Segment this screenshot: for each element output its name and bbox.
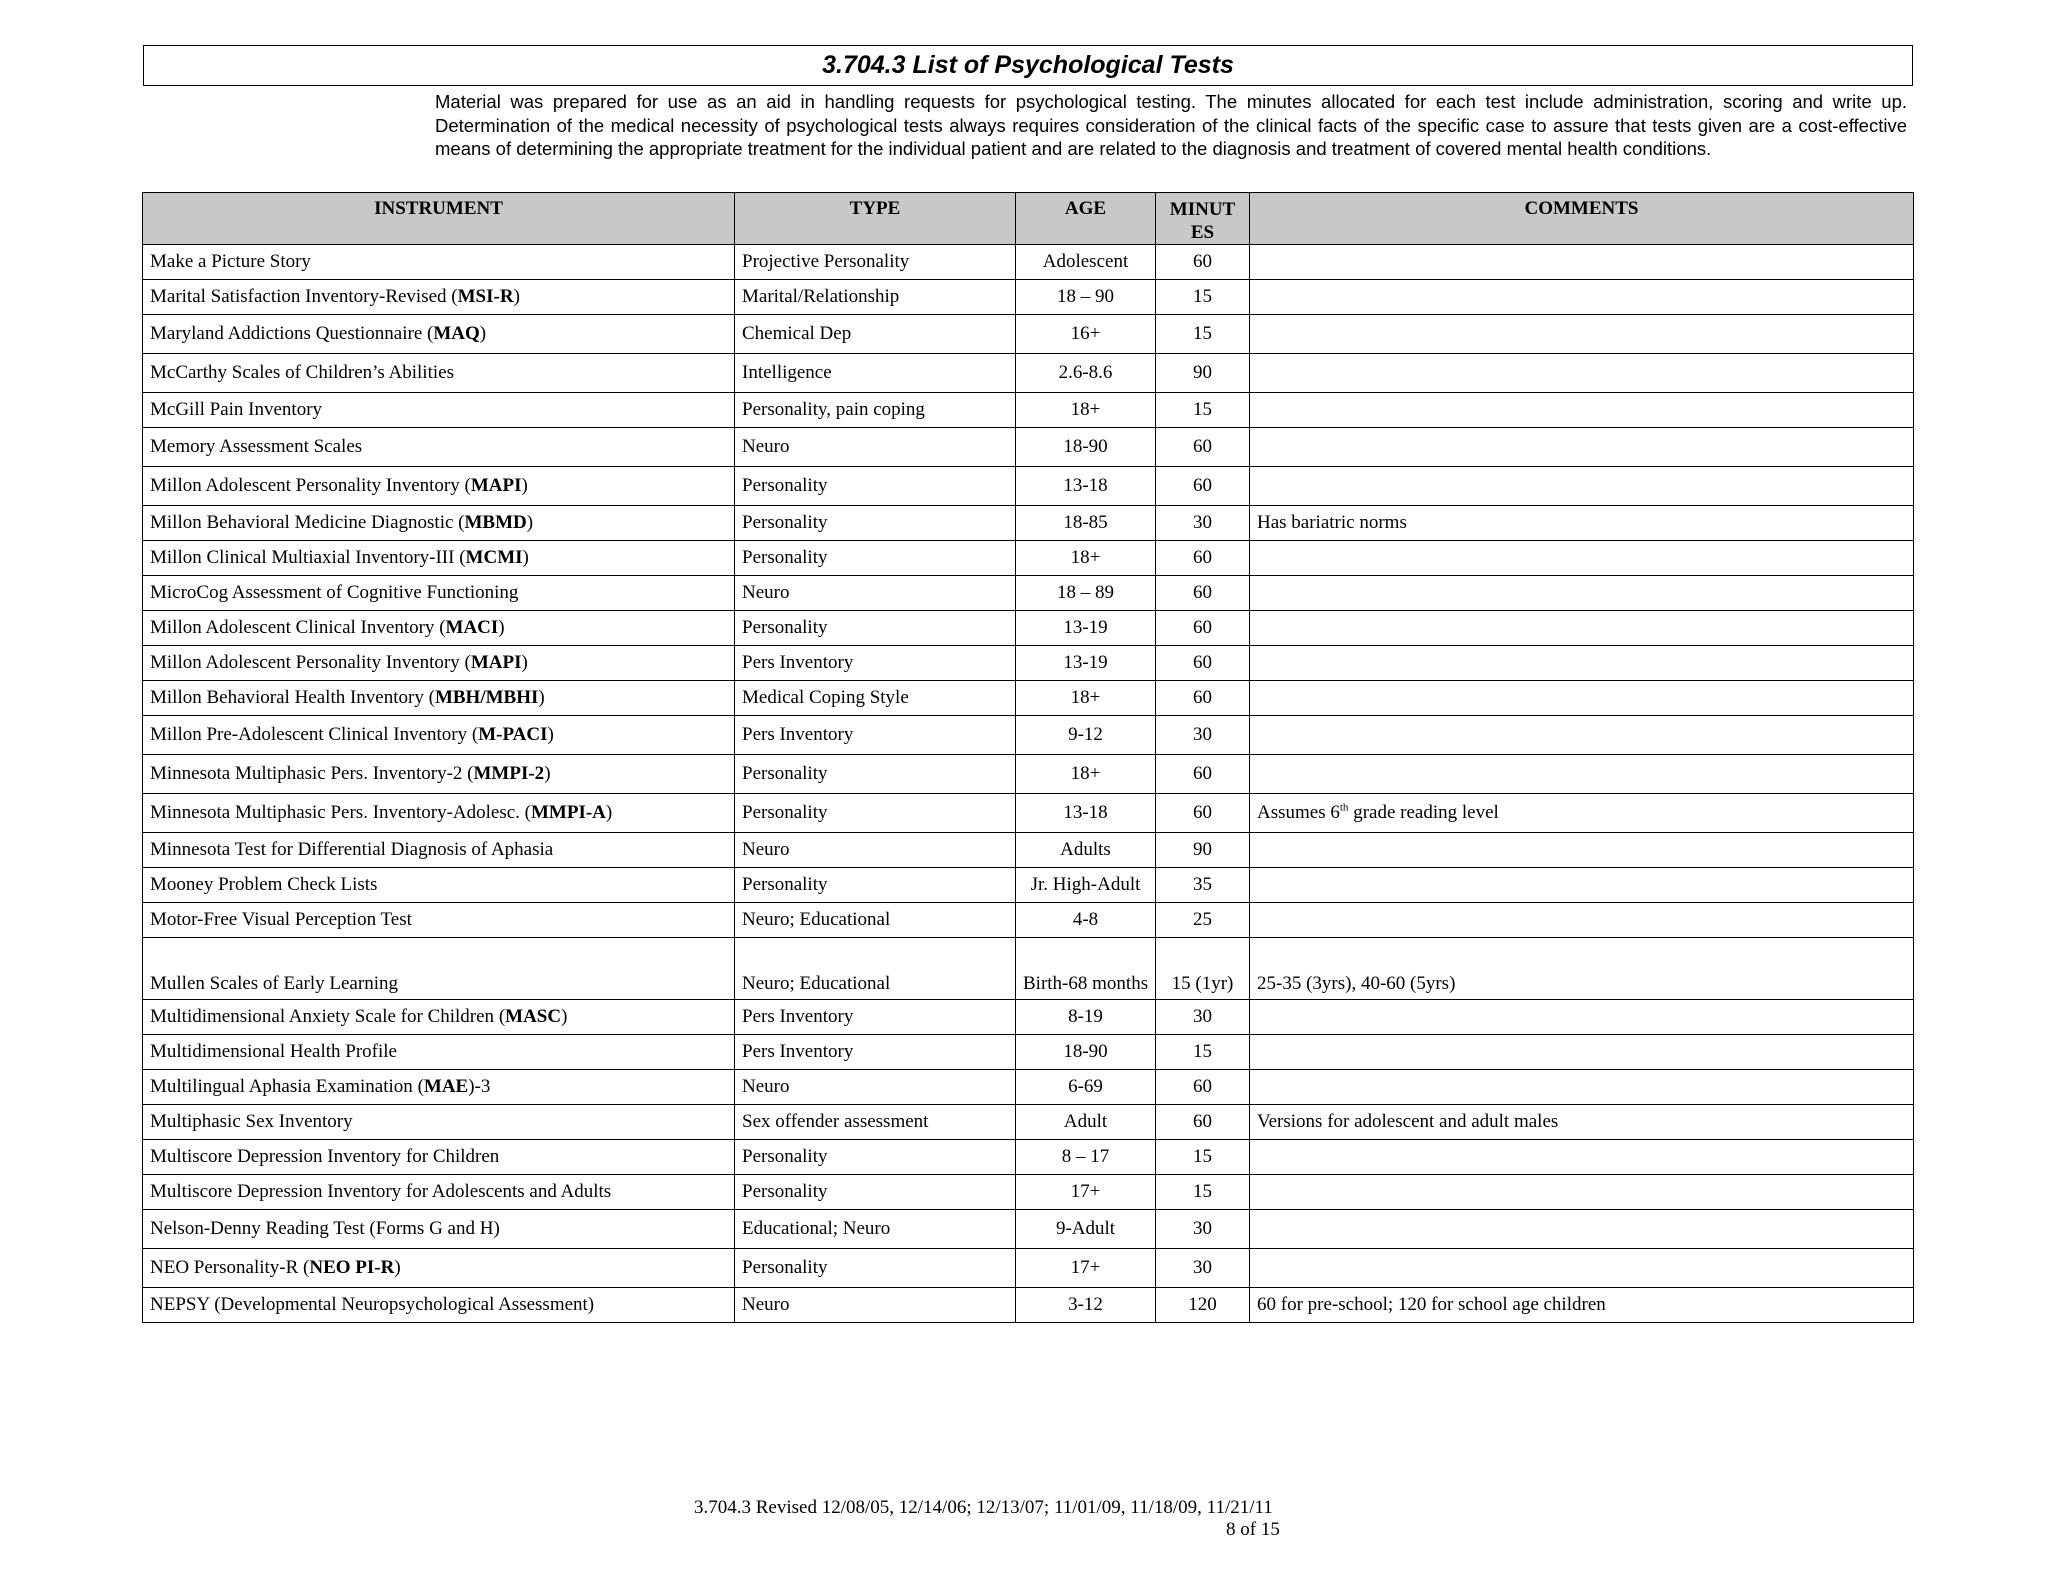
- cell-minutes: 60: [1156, 1105, 1250, 1140]
- cell-type: Sex offender assessment: [735, 1105, 1016, 1140]
- cell-instrument: [143, 868, 735, 903]
- cell-type: Personality: [735, 794, 1016, 833]
- page-number: 8 of 15: [1226, 1519, 1280, 1540]
- cell-age: 18 – 89: [1016, 576, 1156, 611]
- cell-comments: [1250, 1140, 1914, 1175]
- cell-age: 18+: [1016, 755, 1156, 794]
- cell-age: 18+: [1016, 393, 1156, 428]
- table-row: [143, 393, 1914, 428]
- instrument-name: Minnesota Multiphasic Pers. Inventory-2: [150, 763, 463, 784]
- cell-comments: [1250, 280, 1914, 315]
- instrument-name: Minnesota Test for Differential Diagnosis of Aphasia: [150, 839, 554, 860]
- instrument-name: Millon Behavioral Health Inventory: [150, 687, 424, 708]
- page-title-text: 3.704.3 List of Psychological Tests: [822, 51, 1234, 79]
- cell-age: 13-18: [1016, 467, 1156, 506]
- instrument-abbreviation: MBMD: [464, 512, 527, 533]
- cell-comments: 25-35 (3yrs), 40-60 (5yrs): [1250, 938, 1914, 1000]
- cell-type: Personality: [735, 506, 1016, 541]
- cell-comments: Has bariatric norms: [1250, 506, 1914, 541]
- table-row: [143, 1000, 1914, 1035]
- cell-instrument: Maryland Addictions Questionnaire (MAQ): [143, 315, 735, 354]
- cell-type: Personality: [735, 1175, 1016, 1210]
- cell-minutes: 60: [1156, 245, 1250, 280]
- header-comments: COMMENTS: [1250, 193, 1914, 245]
- table-header-row: [143, 193, 1914, 245]
- instrument-name: Multidimensional Anxiety Scale for Children: [150, 1006, 495, 1027]
- cell-comments: [1250, 245, 1914, 280]
- instrument-name: Millon Clinical Multiaxial Inventory-III: [150, 547, 455, 568]
- table-row: [143, 467, 1914, 506]
- cell-minutes: 30: [1156, 506, 1250, 541]
- cell-comments: [1250, 681, 1914, 716]
- cell-instrument: Millon Behavioral Medicine Diagnostic (MBMD): [143, 506, 735, 541]
- cell-age: 13-18: [1016, 794, 1156, 833]
- cell-age: 9-12: [1016, 716, 1156, 755]
- instrument-name: Multidimensional Health Profile: [150, 1041, 397, 1062]
- cell-comments: [1250, 1000, 1914, 1035]
- instrument-abbreviation: MAPI: [470, 652, 522, 673]
- cell-instrument: [143, 245, 735, 280]
- cell-type: Neuro: [735, 1070, 1016, 1105]
- cell-comments: [1250, 755, 1914, 794]
- cell-instrument: Minnesota Multiphasic Pers. Inventory-Adolesc. (MMPI-A): [143, 794, 735, 833]
- cell-type: Neuro: [735, 576, 1016, 611]
- instrument-name: Multiscore Depression Inventory for Children: [150, 1146, 500, 1167]
- table-row: [143, 1249, 1914, 1288]
- instrument-name: NEPSY (Developmental Neuropsychological Assessment): [150, 1294, 595, 1315]
- cell-minutes: 15: [1156, 393, 1250, 428]
- instrument-abbreviation: MSI-R: [457, 286, 514, 307]
- instrument-name: Mooney Problem Check Lists: [150, 874, 378, 895]
- cell-type: Neuro: [735, 1288, 1016, 1323]
- cell-type: Personality, pain coping: [735, 393, 1016, 428]
- instrument-abbreviation: M-PACI: [478, 724, 548, 745]
- cell-type: Personality: [735, 868, 1016, 903]
- table-row: [143, 755, 1914, 794]
- cell-minutes: 60: [1156, 681, 1250, 716]
- cell-minutes: 60: [1156, 1070, 1250, 1105]
- instrument-name: Millon Adolescent Personality Inventory: [150, 652, 460, 673]
- instrument-name: MicroCog Assessment of Cognitive Functioning: [150, 582, 519, 603]
- cell-age: 18-90: [1016, 428, 1156, 467]
- cell-instrument: [143, 1140, 735, 1175]
- header-instrument: INSTRUMENT: [143, 193, 735, 245]
- table-row: [143, 794, 1914, 833]
- cell-instrument: Millon Behavioral Health Inventory (MBH/MBHI): [143, 681, 735, 716]
- instrument-abbreviation: MASC: [505, 1006, 562, 1027]
- cell-comments: [1250, 1070, 1914, 1105]
- table-row: [143, 576, 1914, 611]
- cell-age: 18+: [1016, 541, 1156, 576]
- cell-type: Medical Coping Style: [735, 681, 1016, 716]
- page-title: [143, 45, 1913, 86]
- instrument-name: Millon Adolescent Clinical Inventory: [150, 617, 435, 638]
- table-row: [143, 541, 1914, 576]
- cell-minutes: 90: [1156, 833, 1250, 868]
- cell-minutes: 30: [1156, 1210, 1250, 1249]
- cell-instrument: Marital Satisfaction Inventory-Revised (MSI-R): [143, 280, 735, 315]
- cell-minutes: 30: [1156, 716, 1250, 755]
- psych-tests-table: [142, 192, 1914, 1323]
- instrument-abbreviation: MCMI: [465, 547, 523, 568]
- cell-comments: 60 for pre-school; 120 for school age children: [1250, 1288, 1914, 1323]
- instrument-name: McGill Pain Inventory: [150, 399, 323, 420]
- cell-instrument: [143, 1105, 735, 1140]
- table-body: [143, 245, 1914, 1323]
- cell-instrument: [143, 1175, 735, 1210]
- cell-age: 18+: [1016, 681, 1156, 716]
- comment-text: Assumes 6: [1257, 802, 1340, 823]
- cell-type: Neuro: [735, 428, 1016, 467]
- table-row: [143, 1035, 1914, 1070]
- cell-age: 13-19: [1016, 646, 1156, 681]
- table-row: [143, 428, 1914, 467]
- cell-age: 18-90: [1016, 1035, 1156, 1070]
- cell-instrument: Millon Adolescent Personality Inventory (MAPI): [143, 646, 735, 681]
- cell-type: Personality: [735, 467, 1016, 506]
- cell-type: Neuro; Educational: [735, 903, 1016, 938]
- cell-comments: Versions for adolescent and adult males: [1250, 1105, 1914, 1140]
- cell-instrument: [143, 903, 735, 938]
- instrument-abbreviation: MACI: [445, 617, 499, 638]
- cell-minutes: 15: [1156, 1175, 1250, 1210]
- instrument-name: Millon Behavioral Medicine Diagnostic: [150, 512, 454, 533]
- cell-instrument: [143, 576, 735, 611]
- cell-comments: [1250, 611, 1914, 646]
- cell-minutes: 60: [1156, 755, 1250, 794]
- cell-comments: [1250, 541, 1914, 576]
- intro-paragraph: Material was prepared for use as an aid in handling requests for psychological testing. The minutes allocated for each test include administration, scoring and write up. Determination of the medical necessity of psychological tests always requires consideration of the clinical facts of the specific case to assure that tests given are a cost-effective means of determining the appropriate treatment for the individual patient and are related to the diagnosis and treatment of covered mental health conditions.: [435, 91, 1907, 159]
- cell-instrument: Multidimensional Anxiety Scale for Children (MASC): [143, 1000, 735, 1035]
- cell-instrument: [143, 1210, 735, 1249]
- cell-age: 6-69: [1016, 1070, 1156, 1105]
- table-row: [143, 1288, 1914, 1323]
- cell-instrument: NEO Personality-R (NEO PI-R): [143, 1249, 735, 1288]
- instrument-name: Marital Satisfaction Inventory-Revised: [150, 286, 447, 307]
- cell-age: 13-19: [1016, 611, 1156, 646]
- cell-instrument: Millon Adolescent Personality Inventory (MAPI): [143, 467, 735, 506]
- instrument-abbreviation: MMPI-A: [530, 802, 606, 823]
- table-row: [143, 506, 1914, 541]
- table-row: [143, 245, 1914, 280]
- header-type: TYPE: [735, 193, 1016, 245]
- cell-type: Pers Inventory: [735, 646, 1016, 681]
- cell-minutes: 30: [1156, 1000, 1250, 1035]
- cell-minutes: 90: [1156, 354, 1250, 393]
- cell-minutes: 60: [1156, 467, 1250, 506]
- table-row: [143, 1140, 1914, 1175]
- cell-comments: [1250, 833, 1914, 868]
- cell-minutes: 15: [1156, 1035, 1250, 1070]
- table-row: [143, 903, 1914, 938]
- instrument-name: Multiphasic Sex Inventory: [150, 1111, 353, 1132]
- cell-instrument: Millon Pre-Adolescent Clinical Inventory (M-PACI): [143, 716, 735, 755]
- cell-minutes: 15: [1156, 1140, 1250, 1175]
- cell-minutes: 25: [1156, 903, 1250, 938]
- cell-type: Pers Inventory: [735, 716, 1016, 755]
- cell-type: Personality: [735, 755, 1016, 794]
- header-age: AGE: [1016, 193, 1156, 245]
- instrument-name: Mullen Scales of Early Learning: [150, 973, 398, 994]
- cell-age: 8 – 17: [1016, 1140, 1156, 1175]
- instrument-name: Maryland Addictions Questionnaire: [150, 323, 423, 344]
- cell-age: 18-85: [1016, 506, 1156, 541]
- cell-age: 9-Adult: [1016, 1210, 1156, 1249]
- cell-type: Pers Inventory: [735, 1000, 1016, 1035]
- table-row: [143, 1105, 1914, 1140]
- cell-minutes: 15 (1yr): [1156, 938, 1250, 1000]
- cell-type: Intelligence: [735, 354, 1016, 393]
- cell-instrument: Millon Adolescent Clinical Inventory (MACI): [143, 611, 735, 646]
- cell-instrument: Minnesota Multiphasic Pers. Inventory-2 (MMPI-2): [143, 755, 735, 794]
- cell-type: Personality: [735, 611, 1016, 646]
- cell-age: Adult: [1016, 1105, 1156, 1140]
- cell-instrument: [143, 938, 735, 1000]
- header-minutes: MINUT ES: [1156, 193, 1250, 245]
- cell-comments: [1250, 393, 1914, 428]
- cell-minutes: 60: [1156, 576, 1250, 611]
- cell-instrument: [143, 354, 735, 393]
- cell-comments: [1250, 1175, 1914, 1210]
- table-row: [143, 833, 1914, 868]
- instrument-abbreviation: MAE: [423, 1076, 469, 1097]
- cell-type: Personality: [735, 541, 1016, 576]
- cell-minutes: 60: [1156, 646, 1250, 681]
- table-row: [143, 1210, 1914, 1249]
- instrument-name: Nelson-Denny Reading Test (Forms G and H): [150, 1218, 500, 1239]
- cell-instrument: [143, 428, 735, 467]
- instrument-name: Millon Pre-Adolescent Clinical Inventory: [150, 724, 468, 745]
- cell-age: 2.6-8.6: [1016, 354, 1156, 393]
- revision-note: 3.704.3 Revised 12/08/05, 12/14/06; 12/13/07; 11/01/09, 11/18/09, 11/21/11: [694, 1497, 1273, 1518]
- table-row: [143, 1070, 1914, 1105]
- instrument-abbreviation: MMPI-2: [473, 763, 545, 784]
- instrument-name: Memory Assessment Scales: [150, 436, 363, 457]
- instrument-name: NEO Personality-R: [150, 1257, 299, 1278]
- cell-type: Educational; Neuro: [735, 1210, 1016, 1249]
- cell-instrument: [143, 833, 735, 868]
- cell-age: 3-12: [1016, 1288, 1156, 1323]
- cell-comments: [1250, 903, 1914, 938]
- cell-age: 4-8: [1016, 903, 1156, 938]
- cell-minutes: 60: [1156, 611, 1250, 646]
- cell-type: Neuro; Educational: [735, 938, 1016, 1000]
- instrument-abbreviation: MAPI: [470, 475, 522, 496]
- cell-age: Adults: [1016, 833, 1156, 868]
- instrument-abbreviation: NEO PI-R: [309, 1257, 395, 1278]
- table-row: [143, 868, 1914, 903]
- table-row: [143, 938, 1914, 1000]
- instrument-name: Multilingual Aphasia Examination: [150, 1076, 413, 1097]
- cell-minutes: 30: [1156, 1249, 1250, 1288]
- table-row: [143, 354, 1914, 393]
- cell-comments: [1250, 354, 1914, 393]
- table-row: [143, 646, 1914, 681]
- cell-type: Chemical Dep: [735, 315, 1016, 354]
- cell-comments: [1250, 1249, 1914, 1288]
- instrument-name: Minnesota Multiphasic Pers. Inventory-Adolesc.: [150, 802, 520, 823]
- table-row: [143, 716, 1914, 755]
- cell-comments: [1250, 1035, 1914, 1070]
- instrument-name: Multiscore Depression Inventory for Adolescents and Adults: [150, 1181, 612, 1202]
- cell-comments: [1250, 646, 1914, 681]
- cell-age: Birth-68 months: [1016, 938, 1156, 1000]
- cell-age: 17+: [1016, 1175, 1156, 1210]
- cell-type: Marital/Relationship: [735, 280, 1016, 315]
- cell-type: Neuro: [735, 833, 1016, 868]
- instrument-name: Millon Adolescent Personality Inventory: [150, 475, 460, 496]
- cell-comments: [1250, 467, 1914, 506]
- cell-minutes: 35: [1156, 868, 1250, 903]
- comment-text-after: grade reading level: [1348, 802, 1499, 823]
- cell-type: Pers Inventory: [735, 1035, 1016, 1070]
- cell-comments: [1250, 716, 1914, 755]
- table-row: [143, 315, 1914, 354]
- cell-instrument: Multilingual Aphasia Examination (MAE)-3: [143, 1070, 735, 1105]
- table-row: [143, 681, 1914, 716]
- cell-comments: [1250, 794, 1914, 833]
- cell-instrument: [143, 1035, 735, 1070]
- cell-age: 17+: [1016, 1249, 1156, 1288]
- cell-type: Personality: [735, 1249, 1016, 1288]
- cell-comments: [1250, 576, 1914, 611]
- cell-minutes: 15: [1156, 315, 1250, 354]
- cell-minutes: 15: [1156, 280, 1250, 315]
- cell-age: 18 – 90: [1016, 280, 1156, 315]
- cell-minutes: 60: [1156, 541, 1250, 576]
- cell-age: Adolescent: [1016, 245, 1156, 280]
- cell-age: Jr. High-Adult: [1016, 868, 1156, 903]
- table-row: [143, 1175, 1914, 1210]
- instrument-name: McCarthy Scales of Children’s Abilities: [150, 362, 454, 383]
- cell-minutes: 60: [1156, 428, 1250, 467]
- cell-age: 8-19: [1016, 1000, 1156, 1035]
- cell-type: Projective Personality: [735, 245, 1016, 280]
- table-row: [143, 611, 1914, 646]
- cell-type: Personality: [735, 1140, 1016, 1175]
- instrument-suffix: -3: [474, 1076, 491, 1097]
- cell-instrument: [143, 1288, 735, 1323]
- cell-comments: [1250, 428, 1914, 467]
- cell-instrument: Millon Clinical Multiaxial Inventory-III (MCMI): [143, 541, 735, 576]
- cell-minutes: 60: [1156, 794, 1250, 833]
- cell-comments: [1250, 1210, 1914, 1249]
- comment-superscript: th: [1339, 801, 1349, 814]
- cell-comments: [1250, 315, 1914, 354]
- cell-age: 16+: [1016, 315, 1156, 354]
- instrument-abbreviation: MAQ: [433, 323, 480, 344]
- cell-minutes: 120: [1156, 1288, 1250, 1323]
- cell-comments: [1250, 868, 1914, 903]
- instrument-name: Make a Picture Story: [150, 251, 311, 272]
- cell-instrument: [143, 393, 735, 428]
- instrument-name: Motor-Free Visual Perception Test: [150, 909, 412, 930]
- table-row: [143, 280, 1914, 315]
- instrument-abbreviation: MBH/MBHI: [434, 687, 539, 708]
